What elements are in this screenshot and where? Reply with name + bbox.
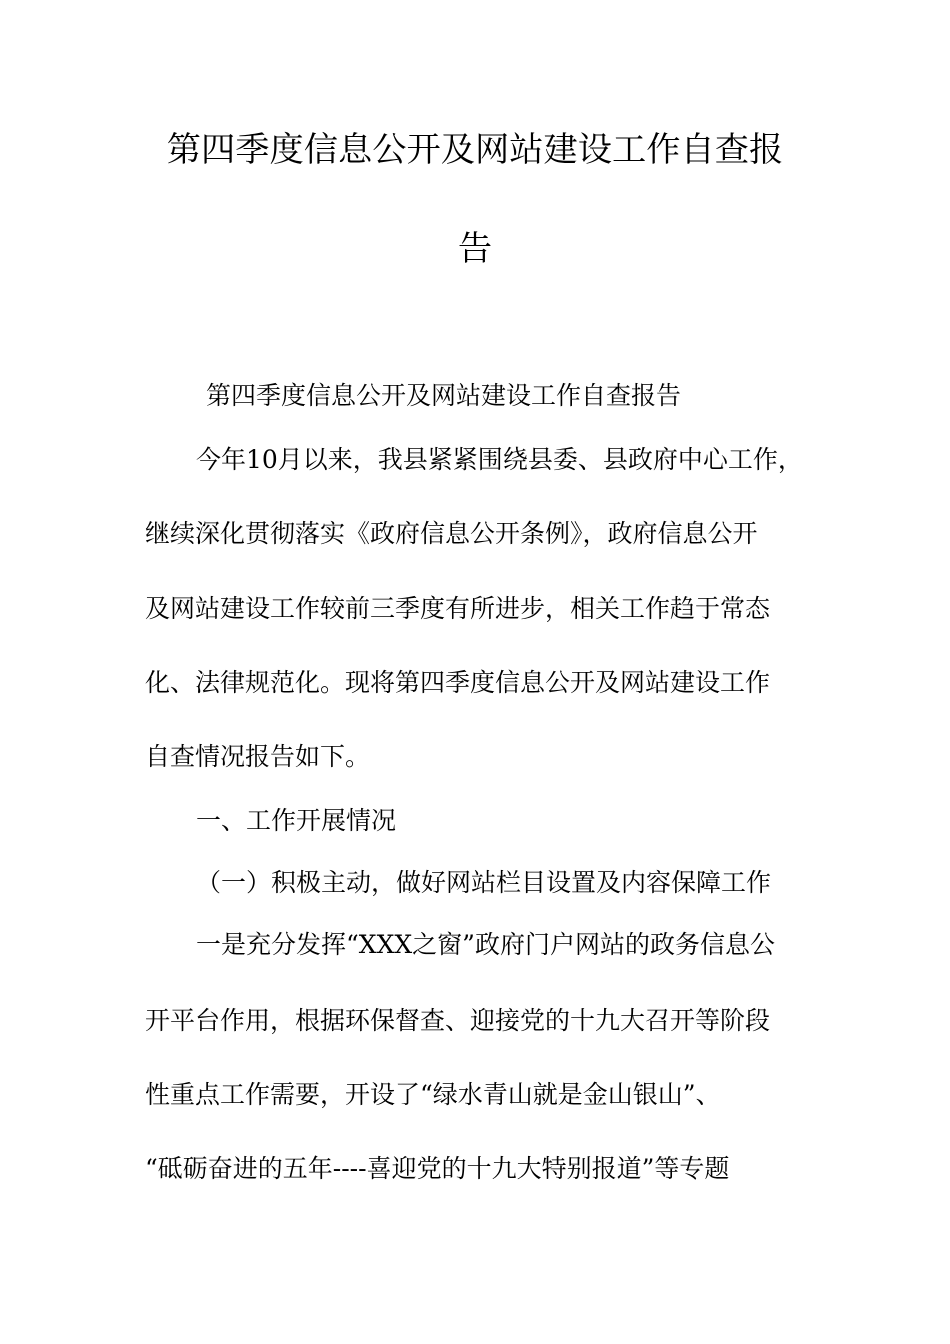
paragraph-line: 性重点工作需要，开设了“绿水青山就是金山银山”、 bbox=[145, 1080, 721, 1109]
document-title-line-1: 第四季度信息公开及网站建设工作自查报 bbox=[166, 130, 784, 170]
paragraph-line: 一是充分发挥“XXX之窗”政府门户网站的政务信息公 bbox=[196, 930, 775, 959]
paragraph-line: 今年10月以来，我县紧紧围绕县委、县政府中心工作， bbox=[196, 445, 803, 474]
paragraph-line: “砥砺奋进的五年----喜迎党的十九大特别报道”等专题 bbox=[145, 1154, 730, 1183]
paragraph-line: 开平台作用，根据环保督查、迎接党的十九大召开等阶段 bbox=[145, 1006, 771, 1035]
paragraph-line: 及网站建设工作较前三季度有所进步，相关工作趋于常态 bbox=[145, 594, 771, 623]
section-heading: 一、工作开展情况 bbox=[196, 806, 397, 835]
paragraph-line: 自查情况报告如下。 bbox=[145, 742, 371, 771]
subsection-heading: （一）积极主动，做好网站栏目设置及内容保障工作 bbox=[196, 868, 772, 897]
report-subtitle: 第四季度信息公开及网站建设工作自查报告 bbox=[206, 381, 682, 410]
paragraph-line: 化、法律规范化。现将第四季度信息公开及网站建设工作 bbox=[145, 668, 771, 697]
paragraph-line: 继续深化贯彻落实《政府信息公开条例》，政府信息公开 bbox=[145, 519, 758, 548]
document-title-line-2: 告 bbox=[457, 229, 493, 269]
